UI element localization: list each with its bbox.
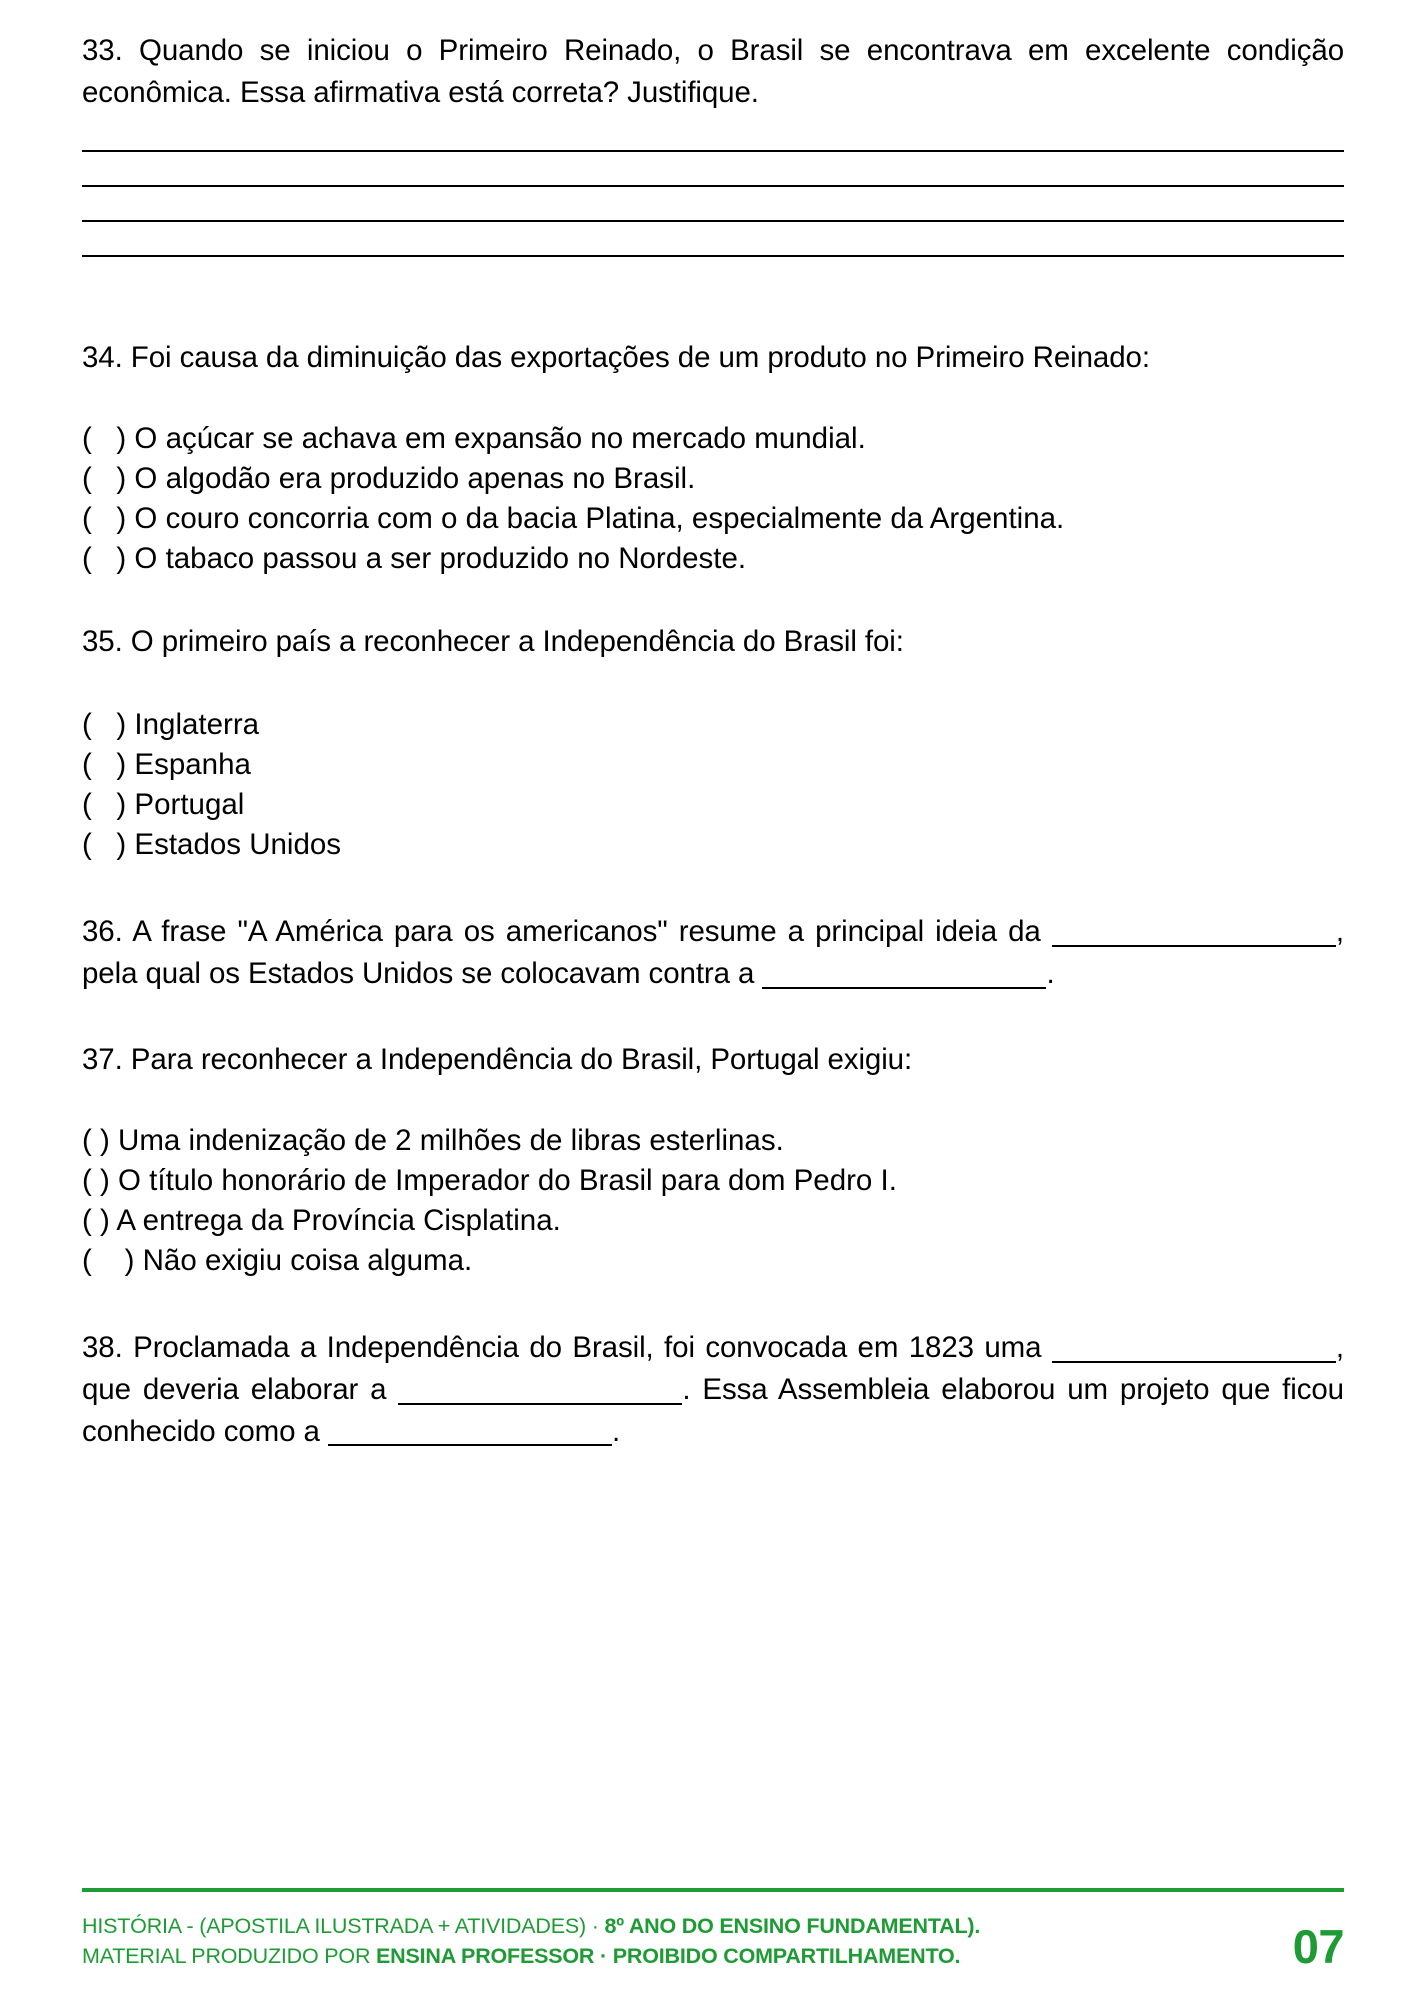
question-38-text-part-1: 38. Proclamada a Independência do Brasil, foi convocada em 1823 uma [82, 1331, 1042, 1365]
footer-line-1 [82, 1911, 980, 1942]
question-34 [82, 337, 1344, 579]
answer-line[interactable] [82, 255, 1344, 257]
spacer [82, 579, 1344, 621]
fill-in-blank[interactable] [398, 1373, 682, 1405]
option-item[interactable]: ( ) O açúcar se achava em expansão no mercado mundial. [82, 421, 866, 455]
option-item[interactable]: ( ) O título honorário de Imperador do Brasil para dom Pedro I. [82, 1164, 897, 1198]
footer-line-2 [82, 1941, 980, 1972]
spacer [82, 1281, 1344, 1327]
question-33-text: 33. Quando se iniciou o Primeiro Reinado, o Brasil se encontrava em excelente condição econômica. Essa afirmativa está correta? Justifique. [82, 34, 1344, 109]
footer-body [82, 1911, 1344, 1972]
fill-in-blank[interactable] [762, 957, 1046, 989]
footer-line-2-bold: ENSINA PROFESSOR · PROIBIDO COMPARTILHAMENTO. [376, 1944, 961, 1969]
spacer [82, 663, 1344, 705]
spacer [82, 865, 1344, 911]
answer-line[interactable] [82, 150, 1344, 152]
fill-in-blank[interactable] [1052, 915, 1336, 947]
spacer [82, 290, 1344, 337]
option-item[interactable]: ( ) A entrega da Província Cisplatina. [82, 1204, 561, 1238]
question-37-options [82, 1121, 1344, 1281]
answer-line[interactable] [82, 185, 1344, 187]
option-item[interactable]: ( ) Uma indenização de 2 milhões de libras esterlinas. [82, 1124, 784, 1157]
question-36 [82, 911, 1344, 995]
question-37 [82, 1039, 1344, 1281]
spacer [82, 379, 1344, 419]
spacer [82, 995, 1344, 1039]
question-38-text-part-4: . [611, 1415, 621, 1449]
option-item[interactable]: ( ) Portugal [82, 788, 245, 822]
question-36-text-part-3: . [1046, 957, 1055, 991]
fill-in-blank[interactable] [328, 1415, 612, 1447]
question-33 [82, 30, 1344, 257]
option-item[interactable]: ( ) Espanha [82, 748, 251, 782]
question-33-answer-lines [82, 150, 1344, 257]
page-number: 07 [1292, 1920, 1344, 1973]
question-35 [82, 621, 1344, 865]
question-37-text: 37. Para reconhecer a Independência do Brasil, Portugal exigiu: [82, 1043, 913, 1077]
footer-line-1-bold: 8º ANO DO ENSINO FUNDAMENTAL). [604, 1913, 981, 1938]
fill-in-blank[interactable] [1052, 1331, 1336, 1363]
option-item[interactable]: ( ) Inglaterra [82, 707, 260, 741]
question-36-text-part-2: , pela qual os Estados Unidos se colocavam contra a [82, 915, 1344, 991]
question-38-text-part-3: . Essa Assembleia elaborou um projeto que ficou conhecido como a [82, 1373, 1344, 1449]
question-34-text: 34. Foi causa da diminuição das exportações de um produto no Primeiro Reinado: [82, 340, 1150, 374]
question-38 [82, 1327, 1344, 1453]
question-36-text-part-1: 36. A frase "A América para os americanos" resume a principal ideia da [82, 915, 1041, 949]
footer-credits [82, 1911, 980, 1972]
option-item[interactable]: ( ) O couro concorria com o da bacia Platina, especialmente da Argentina. [82, 501, 1065, 535]
page-footer [82, 1888, 1344, 1972]
footer-divider [82, 1888, 1344, 1892]
question-36-text [82, 911, 1344, 995]
footer-line-2-regular: MATERIAL PRODUZIDO POR [82, 1944, 377, 1969]
option-item[interactable]: ( ) Não exigiu coisa alguma. [82, 1244, 473, 1278]
option-item[interactable]: ( ) O algodão era produzido apenas no Brasil. [82, 461, 696, 495]
question-34-options [82, 419, 1344, 579]
answer-line[interactable] [82, 220, 1344, 222]
option-item[interactable]: ( ) O tabaco passou a ser produzido no Nordeste. [82, 541, 747, 575]
option-item[interactable]: ( ) Estados Unidos [82, 828, 342, 862]
question-38-text-part-2: , que deveria elaborar a [82, 1331, 1344, 1407]
question-35-options [82, 705, 1344, 865]
question-38-text [82, 1327, 1344, 1453]
page-content [82, 30, 1344, 1453]
spacer [82, 1081, 1344, 1121]
footer-line-1-regular: HISTÓRIA - (APOSTILA ILUSTRADA + ATIVIDADES) · [82, 1913, 605, 1938]
question-35-text: 35. O primeiro país a reconhecer a Independência do Brasil foi: [82, 625, 904, 659]
